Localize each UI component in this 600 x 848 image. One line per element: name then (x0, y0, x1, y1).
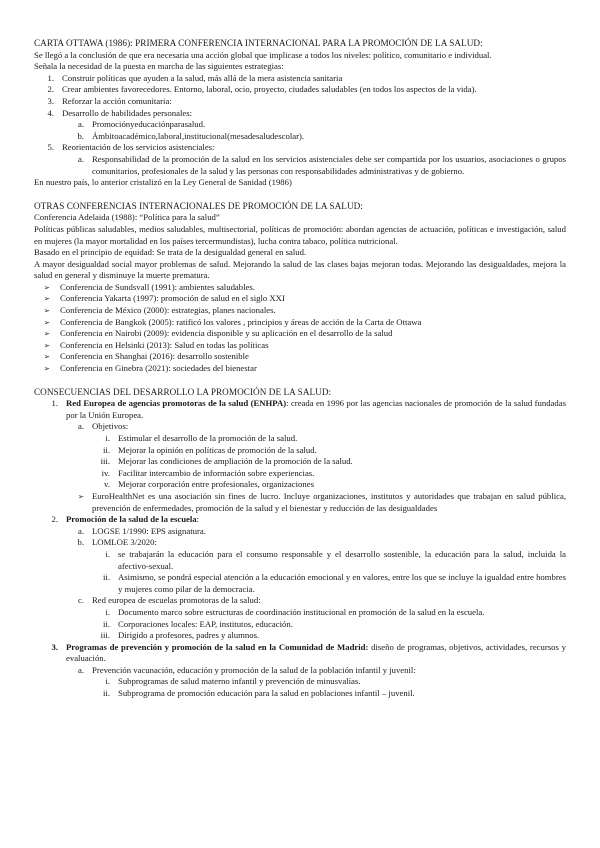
paragraph: A mayor desigualdad social mayor problemas de salud. Mejorando la salud de las clases bajas mejoran todas. Mejorando las desigualdades, mejora la salud en general y disminuye la muerte prematura. (34, 258, 566, 281)
list-item: 2. Promoción de la salud de la escuela: (51, 514, 200, 525)
paragraph: Se llegó a la conclusión de que era necesaria una acción global que implicase a todos los niveles: político, comunitario e individual. (34, 49, 492, 60)
sub-list-item: b. Ámbitoacadémico,laboral,institucional(mesadesaludescolar). (77, 130, 305, 141)
sub-sub-list-item: iv. Facilitar intercambio de información sobre experiencias. (101, 467, 315, 478)
sub-sub-list-item: ii. Mejorar la opinión en políticas de promoción de la salud. (103, 444, 317, 455)
list-item: 1. Red Europea de agencias promotoras de la salud (ENHPA): creada en 1996 por las agencias nacionales de promoción de la salud fundadas por la Unión Europea. (51, 398, 566, 420)
arrow-bullet-icon: ➢ (43, 282, 50, 292)
arrow-bullet-icon: ➢ (43, 294, 50, 304)
sub-list-item: b. LOMLOE 3/2020: (77, 537, 157, 548)
paragraph: Basado en el principio de equidad: Se trata de la desigualdad general en salud. (34, 247, 307, 258)
sub-sub-list-item: iii. Mejorar las condiciones de ampliación de la promoción de la salud. (100, 456, 353, 467)
arrow-bullet-icon: ➢ (43, 317, 50, 327)
sub-sub-list-item: ii. Asimismo, se pondrá especial atención a la educación emocional y en valores, entre los que se incluye la igualdad entre hombres y mujeres como pilar de la democracia. (103, 572, 566, 594)
arrow-bullet-icon: ➢ (43, 352, 50, 362)
conference-item: ➢ Conferencia en Shanghai (2016): desarrollo sostenible (34, 351, 566, 363)
conference-item: ➢ Conferencia Yakarta (1997): promoción de salud en el siglo XXI (34, 293, 566, 305)
conference-item: ➢ Conferencia de Sundsvall (1991): ambientes saludables. (34, 282, 566, 294)
conference-item: ➢ Conferencia de Bangkok (2005): ratificó los valores , principios y áreas de acción de la Carta de Ottawa (34, 317, 566, 329)
list-item: 2. Crear ambientes favorecedores. Entorno, laboral, ocio, proyecto, ciudades saludables (en todos los aspectos de la vida). (47, 84, 477, 95)
sub-list-item: c. Red europea de escuelas promotoras de la salud: (77, 595, 261, 606)
sub-list-item: a. Prevención vacunación, educación y promoción de la salud de la población infantil y juvenil: (77, 664, 416, 675)
sub-list-item: a. Objetivos: (77, 421, 129, 432)
section-heading-ottawa: CARTA OTTAWA (1986): PRIMERA CONFERENCIA INTERNACIONAL PARA LA PROMOCIÓN DE LA SALUD: (34, 38, 483, 48)
paragraph: Señala la necesidad de la puesta en marcha de las siguientes estrategias: (34, 61, 284, 72)
section-heading-consecuencias: CONSECUENCIAS DEL DESARROLLO LA PROMOCIÓN DE LA SALUD: (34, 386, 332, 397)
list-item: 1. Construir políticas que ayuden a la salud, más allá de la mera asistencia sanitaria (47, 72, 343, 83)
sub-list-item: a. Responsabilidad de la promoción de la salud en los servicios asistenciales debe ser compartida por los usuarios, asociaciones o grupos comunitarios, profesionales de la salud y las personas con responsabilidades administrativas y de gobierno. (77, 153, 566, 176)
conference-item: ➢ Conferencia en Nairobi (2009): evidencia disponible y su aplicación en el desarrollo de la salud (34, 328, 566, 340)
sub-sub-list-item: iii. Dirigido a profesores, padres y alumnos. (100, 630, 260, 641)
sub-sub-list-item: v. Mejorar corporación entre profesionales, organizaciones (104, 479, 314, 490)
list-item: 5. Reorientación de los servicios asistenciales: (47, 142, 215, 153)
sub-sub-list-item: i. Estimular el desarrollo de la promoción de la salud. (105, 433, 298, 443)
list-item: 4. Desarrollo de habilidades personales: (47, 107, 193, 118)
sub-sub-list-item: i. se trabajarán la educación para el consumo responsable y el desarrollo sostenible, la educación para la salud, incluida la afectivo-sexual. (105, 548, 566, 571)
sub-list-item: a. Promociónyeducaciónparasalud. (77, 119, 206, 130)
sub-sub-list-item: i. Subprogramas de salud materno infantil y prevención de minusvalías. (105, 676, 361, 687)
list-item: 3. Reforzar la acción comunitaria: (47, 95, 172, 106)
sub-sub-list-item: ii. Corporaciones locales: EAP, institutos, educación. (103, 618, 293, 629)
paragraph: En nuestro país, lo anterior cristalizó en la Ley General de Sanidad (1986) (34, 177, 292, 188)
paragraph: Conferencia Adelaida (1988): “Política para la salud” (34, 212, 220, 223)
arrow-bullet-icon: ➢ (43, 364, 50, 374)
sub-sub-list-item: ii. Subprograma de promoción educación para la salud en poblaciones infantil – juvenil. (103, 688, 415, 699)
conference-item: ➢ Conferencia en Helsinki (2013): Salud en todas las políticas (34, 340, 566, 352)
sub-list-item: a. LOGSE 1/1990: EPS asignatura. (77, 525, 206, 536)
paragraph: Políticas públicas saludables, medios saludables, multisectorial, políticas de promoción: abordan agencias de actuación, políticas e investigación, salud en mujeres (la mayor mortalidad en los países tercermundistas), lucha contra tabaco, política nutricional. (34, 223, 566, 246)
arrow-bullet-icon: ➢ (43, 340, 50, 350)
section-heading-otras-conferencias: OTRAS CONFERENCIAS INTERNACIONALES DE PROMOCIÓN DE LA SALUD: (34, 200, 363, 211)
arrow-bullet-icon: ➢ (77, 491, 84, 501)
sub-sub-list-item: i. Documento marco sobre estructuras de coordinación institucional en promoción de la salud en la escuela. (105, 606, 485, 617)
conference-item: ➢ Conferencia de México (2000): estrategias, planes nacionales. (34, 305, 566, 317)
eurohealthnet-item: ➢ EuroHealthNet es una asociación sin fines de lucro. Incluye organizaciones, institutos y autoridades que trabajan en salud pública, prevención de enfermedades, promoción de la salud y el bienestar y reducción de las desigualdades (34, 491, 566, 514)
arrow-bullet-icon: ➢ (43, 329, 50, 339)
conference-item: ➢ Conferencia en Ginebra (2021): sociedades del bienestar (34, 363, 566, 375)
list-item: 3. Programas de prevención y promoción de la salud en la Comunidad de Madrid: diseño de programas, objetivos, actividades, recursos y evaluación. (51, 641, 566, 664)
arrow-bullet-icon: ➢ (43, 306, 50, 316)
